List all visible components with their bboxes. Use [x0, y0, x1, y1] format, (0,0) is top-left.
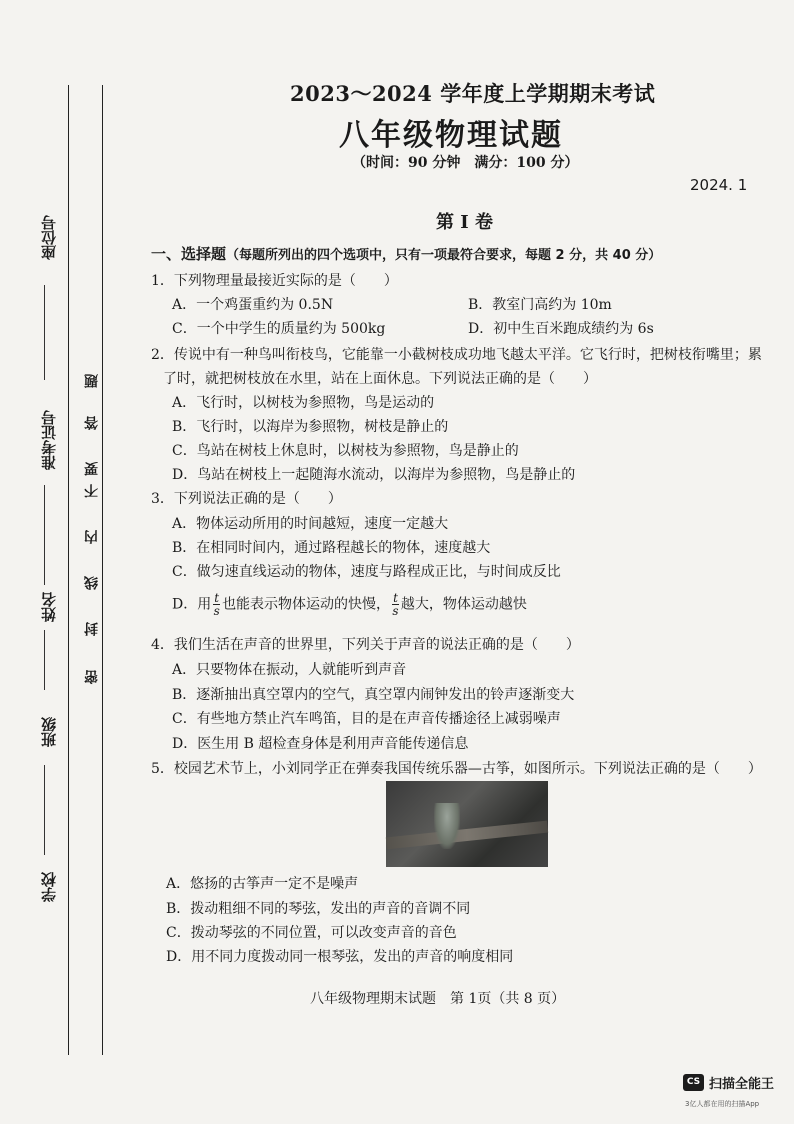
- name-field[interactable]: [44, 630, 45, 690]
- question-4-stem: 4．我们生活在声音的世界里，下列关于声音的说法正确的是（ ）: [151, 637, 580, 653]
- option-d-suffix: 越大，物体运动越快: [400, 596, 527, 613]
- question-3-option-a[interactable]: A．物体运动所用的时间越短，速度一定越大: [172, 516, 449, 532]
- ticket-number-label: 准考证号: [40, 410, 58, 470]
- exam-title: 2023～2024 学年度上学期期末考试: [290, 81, 656, 106]
- seal-char-6: 要: [84, 462, 100, 476]
- seal-char-1: 密: [84, 670, 100, 684]
- question-4-option-b[interactable]: B．逐渐抽出真空罩内的空气，真空罩内闹钟发出的铃声逐渐变大: [172, 687, 575, 703]
- seal-char-3: 线: [84, 576, 100, 590]
- fraction-t-over-s-2: $\frac{t}{s}$: [392, 591, 399, 618]
- player-figure: [434, 803, 460, 849]
- question-3-option-d[interactable]: [172, 592, 527, 617]
- question-5-option-c[interactable]: C．拨动琴弦的不同位置，可以改变声音的音色: [166, 925, 457, 941]
- seal-char-8: 题: [84, 374, 100, 388]
- guzheng-photo: [386, 781, 548, 867]
- question-1-stem: 1．下列物理量最接近实际的是（ ）: [151, 273, 398, 289]
- question-4-option-a[interactable]: A．只要物体在振动，人就能听到声音: [172, 662, 407, 678]
- binding-line-outer: [68, 85, 69, 1055]
- question-3-stem: 3．下列说法正确的是（ ）: [151, 491, 342, 507]
- name-label: 姓名: [40, 592, 58, 622]
- question-2-option-c[interactable]: C．鸟站在树枝上休息时，以树枝为参照物，鸟是静止的: [172, 443, 519, 459]
- seal-char-5: 不: [84, 484, 100, 498]
- class-label: 班级: [40, 717, 58, 747]
- option-d-middle: 也能表示物体运动的快慢，: [222, 596, 391, 613]
- scanner-brand-tagline: 3亿人都在用的扫描App: [685, 1100, 760, 1108]
- section-heading: [151, 243, 661, 264]
- class-field[interactable]: [44, 765, 45, 855]
- question-2-stem-line-2: 了时，就把树枝放在水里，站在上面休息。下列说法正确的是（ ）: [163, 371, 597, 387]
- question-3-option-c[interactable]: C．做匀速直线运动的物体，速度与路程成正比，与时间成反比: [172, 564, 561, 580]
- scanner-brand-name: 扫描全能王: [709, 1077, 775, 1092]
- exam-date: 2024. 1: [690, 176, 748, 194]
- ticket-number-field[interactable]: [44, 485, 45, 585]
- question-1-option-b[interactable]: B．教室门高约为 10m: [468, 297, 612, 313]
- seat-number-field[interactable]: [44, 285, 45, 380]
- exam-meta: （时间：90 分钟 满分：100 分）: [352, 155, 579, 171]
- section-name: 选择题: [181, 245, 227, 263]
- page-footer: 八年级物理期末试题 第 1页（共 8 页）: [310, 991, 566, 1007]
- question-1-option-c[interactable]: C．一个中学生的质量约为 500kg: [172, 321, 386, 337]
- seal-char-4: 内: [84, 530, 100, 544]
- question-2-option-d[interactable]: D．鸟站在树枝上一起随海水流动，以海岸为参照物，鸟是静止的: [172, 467, 576, 483]
- question-3-option-b[interactable]: B．在相同时间内，通过路程越长的物体，速度越大: [172, 540, 491, 556]
- seal-char-2: 封: [84, 622, 100, 636]
- question-2-stem-line-1: 2．传说中有一种鸟叫衔枝鸟，它能靠一小截树枝成功地飞越太平洋。它飞行时，把树枝衔嘴里；累: [151, 347, 762, 363]
- question-5-option-d[interactable]: D．用不同力度拨动同一根琴弦，发出的声音的响度相同: [166, 949, 514, 965]
- seal-char-7: 答: [84, 416, 100, 430]
- question-5-option-b[interactable]: B．拨动粗细不同的琴弦，发出的声音的音调不同: [166, 901, 471, 917]
- question-5-stem: 5．校园艺术节上，小刘同学正在弹奏我国传统乐器—古筝，如图所示。下列说法正确的是（ ）: [151, 761, 762, 777]
- question-2-option-a[interactable]: A．飞行时，以树枝为参照物，鸟是运动的: [172, 395, 435, 411]
- binding-line-inner: [102, 85, 103, 1055]
- question-1-option-d[interactable]: D．初中生百米跑成绩约为 6s: [468, 321, 654, 337]
- question-4-option-c[interactable]: C．有些地方禁止汽车鸣笛，目的是在声音传播途径上减弱噪声: [172, 711, 561, 727]
- subject-title: 八年级物理试题: [339, 118, 563, 153]
- seat-number-label: 座位号: [40, 215, 58, 260]
- school-label: 学校: [40, 872, 58, 902]
- fraction-t-over-s: $\frac{t}{s}$: [213, 591, 220, 618]
- cs-logo-icon: CS: [683, 1074, 704, 1091]
- guzheng-instrument: [386, 821, 548, 850]
- question-5-option-a[interactable]: A．悠扬的古筝声一定不是噪声: [166, 876, 359, 892]
- section-number: 一、: [151, 245, 182, 263]
- question-4-option-d[interactable]: D．医生用 B 超检查身体是利用声音能传递信息: [172, 736, 469, 752]
- question-2-option-b[interactable]: B．飞行时，以海岸为参照物，树枝是静止的: [172, 419, 449, 435]
- option-d-prefix: D．用: [172, 596, 212, 613]
- part-title: 第 I 卷: [436, 212, 493, 233]
- section-instruction: （每题所列出的四个选项中，只有一项最符合要求，每题 2 分，共 40 分）: [226, 248, 662, 263]
- question-1-option-a[interactable]: A．一个鸡蛋重约为 0.5N: [172, 297, 334, 313]
